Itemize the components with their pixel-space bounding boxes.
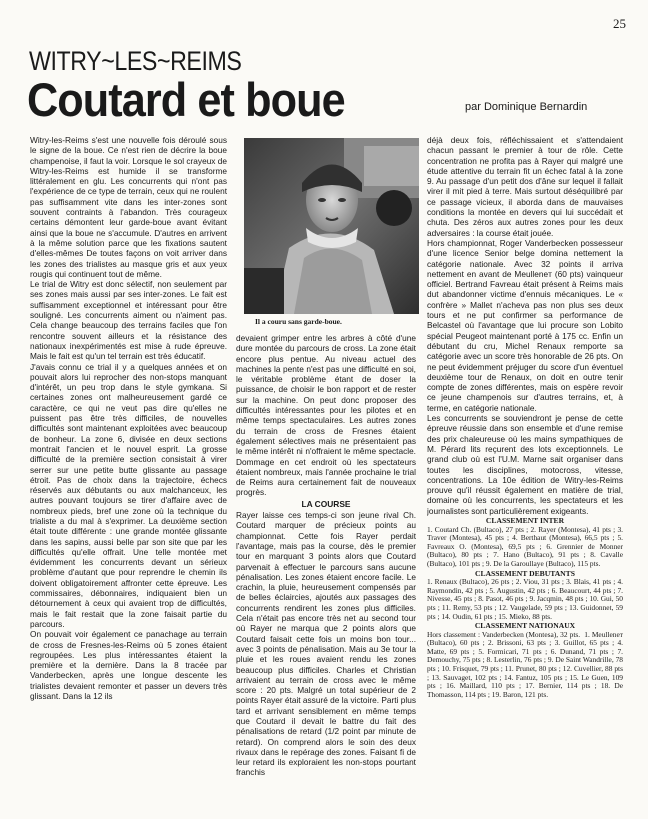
- paragraph: Witry-les-Reims s'est une nouvelle fois déroulé sous le signe de la boue. Ce n'est rien de décrire la boue champenoise, il faut la voir. Lorsque le sol crayeux de Witry-les-Reims est humide il se transforme littéralement en glu. Les concurrents qui n'ont pas l'expérience de ce type de terrain, ceux qui ne roulent pas suffisamment vite dans les inter-zones sont souvent contraints à l'abandon. Très courageux certains démontent leur garde-boue avant évitant ainsi que la boue ne s'accumule. D'autres en arrivent à la même solution parce que les fixations sautent d'elles-mêmes De toutes façons on voit arriver dans les zones des trialistes au masque gris et aux yeux rougis qui continuent tout de même.: [30, 135, 227, 279]
- section-kicker: WITRY~LES~REIMS: [29, 46, 242, 76]
- column-left: [30, 135, 227, 811]
- column-right: [427, 135, 623, 811]
- paragraph: déjà deux fois, réfléchissaient et s'attendaient chacun passant le premier à tour de rôle. Cette concentration ne profita pas à Rayer qui malgré une étude attentive du terrain fit un échec fatal à la zone 9. Au passage d'un petit dos d'âne sur lequel il fallait virer il mit pied à terre. Mais surtout déséquilibré par ce passage vicieux, il aborda dans de mauvaises conditions la montée en devers qui lui succédait et chuta. Des zéros aux autres zones pour les deux adversaires : la course était jouée.: [427, 135, 623, 238]
- paragraph: Les concurrents se souviendront je pense de cette épreuve réussie dans son ensemble et d'une remise des prix chaleureuse où les mains sympathiques de M. Pérard lits reçurent des lots exceptionnels. Le grand club où est l'U.M. Marne sait organiser dans toutes les disciplines, motocross, vitesse, concentrations. La 10e édition de Witry-les-Reims prouve qu'il réussit également en matière de trial, domaine où les concurrents, les spectateurs et les journalistes sont particulièrement exigeants.: [427, 413, 623, 516]
- paragraph: On pouvait voir également ce panachage au terrain de cross de Fresnes-les-Reims où 5 zones étaient regroupées. Les plus intéressantes étaient la première et la dernière. Dans la 8 tracée par Vanderbecken, après une longue descente les trialistes devaient remonter et passer un devers très glissant. Dans la 12 ils: [30, 629, 227, 702]
- paragraph: Hors championnat, Roger Vanderbecken possesseur d'une licence Senior belge domina nettement la catégorie nationale. Avec 32 points il arriva nettement en avant de Meulleneт (60 pts) vainqueur officiel. Bertrand Favreau était présent à Reims mais dut abandonner victime d'ennuis mécaniques. Le « confrère » Mallet n'acheva pas non plus ses deux tours et ne put confirmer sa performance de Belcastel où l'avantage que lui procure son Lobito spécial Peugeot maintenant porté à 175 cc. Enfin un débutant du cru, Michel Renaux remporte sa catégorie avec un score très honorable de 26 pts. On ne peut évidemment préjuger du score d'un éventuel deuxième tour de Renaux, on doit en outre tenir compte de zones différentes, mais on espère revoir ce jeune champenois sur d'autres terrains, et, à terme, en catégorie nationale.: [427, 237, 623, 413]
- paragraph: Rayer laisse ces temps-ci son jeune rival Ch. Coutard marquer de précieux points au championnat. Cette fois Rayer perdait l'avantage, mais pas la course, dès le premier tour en marquant 3 points alors que Coutard parvenait à effectuer le parcours sans aucune pénalisation. Les zones étaient encore facile. Le crachin, la pluie, heureusement compensés par de belles éclaircies, ajoutés aux passages des concurrents rendirent les zones plus difficiles. Cela n'était pas encore très net au second tour où Rayer ne marqua que 2 points alors que Coutard faisait cette fois un moins bon tour... avec 3 points de pénalisation. Mais au 3e tour la pluie et les roues avaient rendu les zones beaucoup plus difficiles. Charles et Christian arrivaient au terrain de cross avec le même score : 20 pts. Malgré un total supérieur de 2 points Rayer était assuré de la victoire. Parti plus tard et arrivant sensiblement en même temps que Coutard il devait le battre du fait des pénalisations de retard (1/2 point par minute de retard). On comprend alors le soin des deux rivaux dans le repérage des zones. Faisant fi de leur retard ils exploraient les non-stops pourtant franchis: [236, 510, 416, 778]
- article-title: Coutard et boue: [27, 73, 345, 126]
- subheading: LA COURSE: [301, 498, 351, 509]
- rider-photo: [244, 138, 419, 314]
- results-nationaux: Hors classement : Vanderbecken (Montesa), 32 pts. 1. Meulleneт (Bultaco), 60 pts ; 2. Brissoni, 63 pts ; 3. Guillot, 65 pts ; 4. Matte, 69 pts ; 5. Formicari, 71 pts ; 6. Dunand, 71 pts ; 7. Demouchy, 75 pts ; 8. Lesterlin, 76 pts ; 9. De Saint Wandrille, 78 pts ; 10. Frisquet, 79 pts ; 11. Prunet, 80 pts ; 12. Cuvellier, 88 pts ; 13. Sauvaget, 102 pts ; 14. Fantuz, 105 pts ; 15. Le Guen, 109 pts ; 16. Maillard, 110 pts ; 17. Bernier, 114 pts ; 18. De Thomasson, 114 pts ; 19. Baron, 121 pts.: [427, 629, 623, 699]
- results-heading-debutants: CLASSEMENT DEBUTANTS: [475, 568, 575, 578]
- results-debutants: 1. Renaux (Bultaco), 26 pts ; 2. Viou, 31 pts ; 3. Blais, 41 pts ; 4. Raymondin, 42 pts ; 5. Augustin, 42 pts ; 6. Beaucourt, 44 pts ; 7. Nivesse, 45 pts ; 8. Pasot, 46 pts ; 9. Jacqmin, 48 pts ; 10. Gui, 50 pts ; 11. Remy, 53 pts ; 12. Vaugelade, 59 pts ; 13. Guidonnet, 59 pts ; 14. Oudin, 61 pts ; 15. Mieko, 88 pts.: [427, 577, 623, 621]
- results-block: [427, 517, 623, 699]
- results-heading-inter: CLASSEMENT INTER: [485, 515, 565, 525]
- results-heading-nationaux: CLASSEMENT NATIONAUX: [474, 621, 576, 631]
- photo-caption: Il a couru sans garde-boue.: [255, 317, 342, 326]
- page-number: 25: [613, 16, 626, 31]
- byline: par Dominique Bernardin: [465, 101, 588, 113]
- results-inter: 1. Coutard Ch. (Bultaco), 27 pts ; 2. Rayer (Montesa), 41 pts ; 3. Traver (Montesa), 45 pts ; 4. Berthaut (Montesa), 66,5 pts ; 5. Favreaux O. (Montesa), 69,5 pts ; 6. Grennier de Monner (Bultaco), 80 pts ; 7. Hano (Bultaco), 91 pts ; 8. Cavalle (Bultaco), 101 pts ; 9. De la Garoullaye (Bultaco), 115 pts.: [427, 524, 623, 568]
- column-middle: [236, 333, 416, 811]
- paragraph: devaient grimper entre les arbres à côté d'une dure montée du parcours de cross. La zone était encore plus pentue. Au niveau actuel des machines la pente n'est pas une difficulté en soi, le véritable problème étant de doser la puissance, de choisir le bon rapport et de rester sur la machine. On peut donc proposer des difficultés intéressantes pour les pilotes et en même temps spectaculaires. Les autres zones du terrain de cross de Fresnes étaient également sélectives mais ne présentaient pas le même intérêt ni n'offraient le même spectacle. Dommage en cet endroit où les spectateurs étaient nombreux, mais l'année prochaine le trial de Reims aura certainement fait de nouveaux progrès.: [236, 333, 416, 498]
- rider-photo-image: [244, 138, 419, 314]
- paragraph: J'avais connu ce trial il y a quelques années et on pouvait alors lui reprocher des non-stops manquant d'intérêt, un peu trop dans le style gymkana. Si certaines zones ont malheureusement gardé ce caractère, ce qui ne veut pas dire qu'elles ne puissent pas être très difficiles, de nouvelles difficultés sont maintenant exploitées avec beaucoup de bonheur. La zone 6, divisée en deux sections montrait l'ancien et le nouvel esprit. La grosse difficulté de la première section consistait à virer serrer sur une petite butte glissante au passage étroit. Pas de choix dans la trajectoire, échecs réservés aux débutants ou aux malchanceux, les autres pouvant toujours se tirer d'affaire avec de nombreux pieds, bref une zone où la technique du trialiste a du mal à s'exprimer. La deuxième section était toute différente : une grande montée glissante dans les sapins, aussi belle par son site que par les difficultés qu'elle offrait. Une telle montée met évidemment les concurrents devant un sérieux problème d'autant que pour reprendre le chemin ils doivent obligatoirement affronter cette épreuve. Les commissaires, débonnaires, indiquaient bien un détournement à ceux qui avaient trop de difficultés, mais le fait restait que la zone faisait partie du parcours.: [30, 361, 227, 629]
- paragraph: Le trial de Witry est donc sélectif, non seulement par ses zones mais aussi par ses inter-zones. Le fait est suffisamment exceptionnel et intéressant pour être souligné. Les concurrents aiment ou n'aiment pas. Cela change beaucoup des terrains faciles que l'on rencontre souvent ailleurs et la résistance des nationaux inexpérimentés est mise à rude épreuve. Mais le fait est qu'un tel terrain est très éducatif.: [30, 279, 227, 362]
